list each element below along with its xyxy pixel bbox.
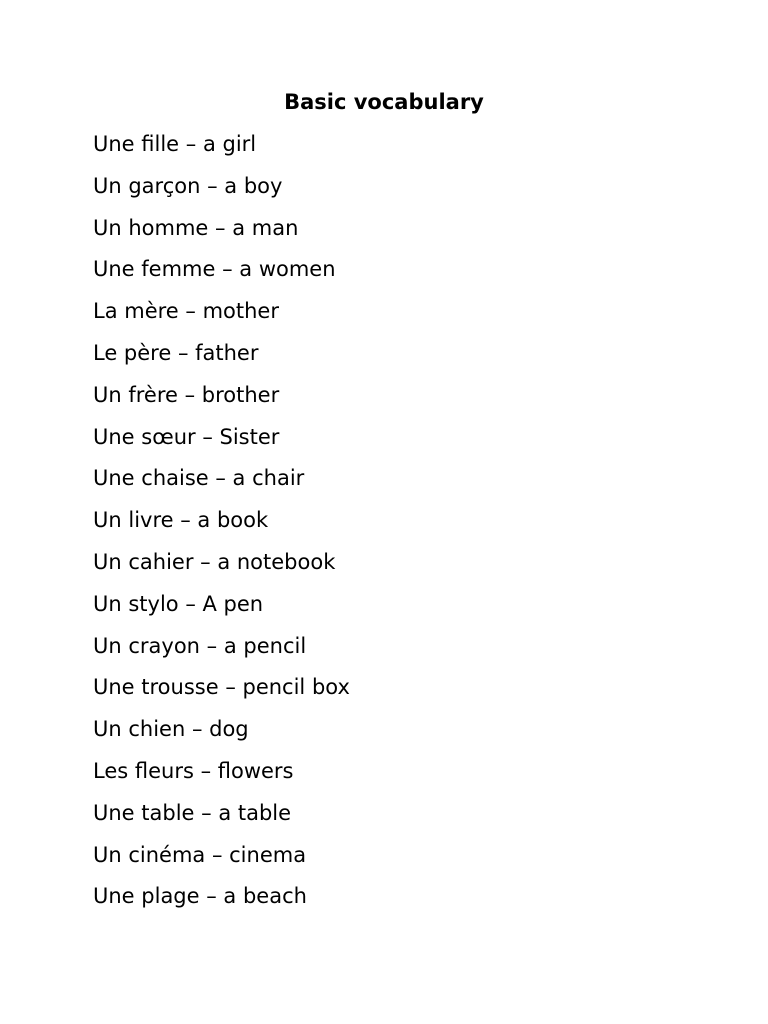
vocabulary-item: Un cinéma – cinema — [93, 842, 307, 867]
vocabulary-list — [93, 131, 350, 925]
vocabulary-item: Une plage – a beach — [93, 884, 307, 909]
vocabulary-item: Un frère – brother — [93, 382, 280, 407]
vocabulary-item: Un garçon – a boy — [93, 173, 283, 198]
vocabulary-item: Le père – father — [93, 340, 259, 365]
vocabulary-item: Un livre – a book — [93, 508, 269, 533]
vocabulary-item: Une sœur – Sister — [93, 424, 280, 449]
vocabulary-item: Les fleurs – flowers — [93, 758, 294, 783]
vocabulary-item: Une femme – a women — [93, 257, 336, 282]
vocabulary-item: Un cahier – a notebook — [93, 549, 336, 574]
vocabulary-item: Un stylo – A pen — [93, 591, 264, 616]
vocabulary-item: Une fille – a girl — [93, 132, 257, 156]
vocabulary-item: Une table – a table — [93, 800, 292, 825]
vocabulary-item: Une trousse – pencil box — [93, 675, 350, 700]
vocabulary-item: Un crayon – a pencil — [93, 633, 307, 658]
vocabulary-item: Un chien – dog — [93, 717, 249, 742]
vocabulary-item: Un homme – a man — [93, 215, 299, 240]
document-title: Basic vocabulary — [284, 90, 484, 114]
vocabulary-item: La mère – mother — [93, 299, 279, 324]
vocabulary-item: Une chaise – a chair — [93, 466, 305, 491]
